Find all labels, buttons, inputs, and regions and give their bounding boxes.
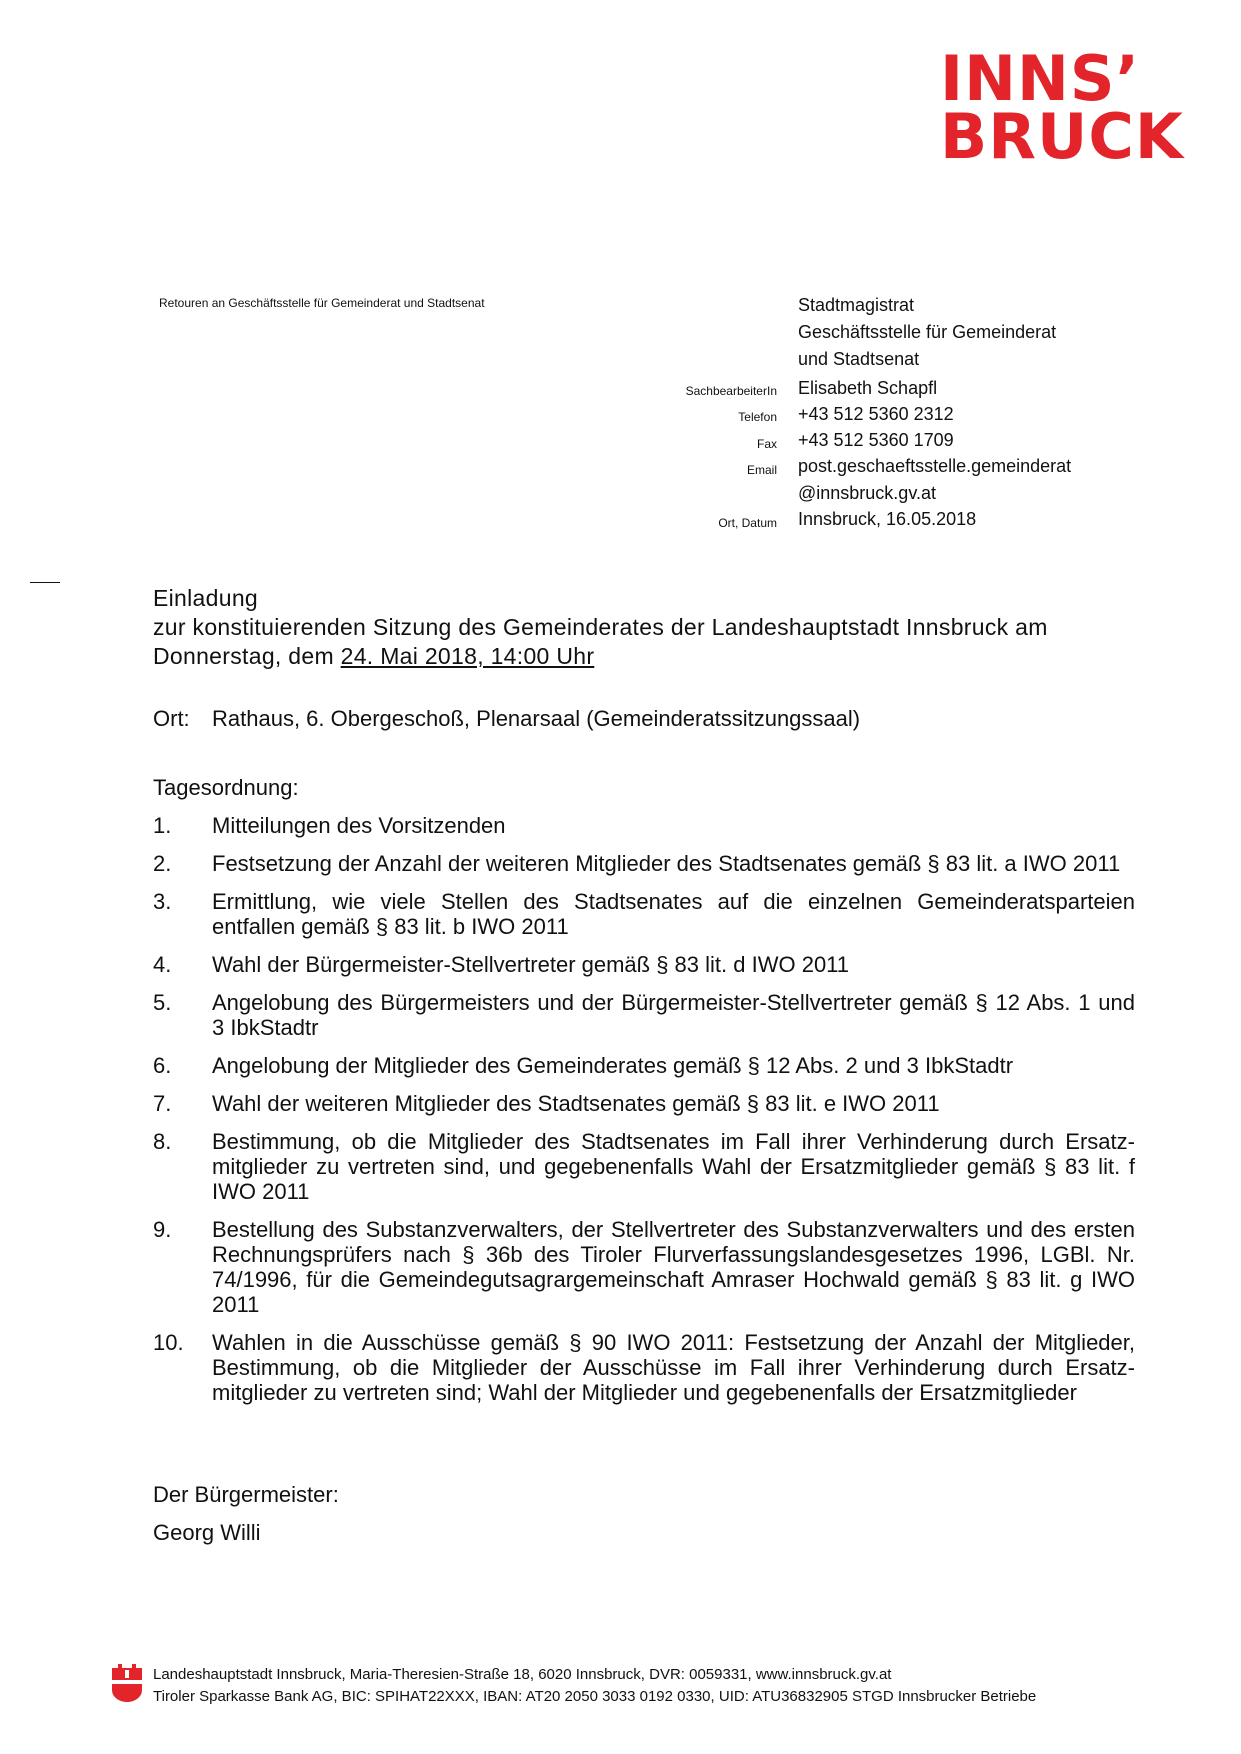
agenda-item-number: 4. [153, 952, 172, 977]
agenda-item-text: Ermittlung, wie viele Stellen des Stadtsenates auf die einzelnen Gemeinderatsparteien entfallen gemäß § 83 lit. b IWO 2011 [212, 889, 1135, 939]
agenda-item-number: 7. [153, 1091, 172, 1116]
agenda-item-text: Bestimmung, ob die Mitglieder des Stadtsenates im Fall ihrer Verhinderung durch Ersatzmitglieder zu vertreten sind, und gegebenenfalls Wahl der Ersatzmitglieder gemäß § 83 lit. f IWO 2011 [212, 1129, 1135, 1204]
agenda-item [153, 1330, 1135, 1405]
agenda-item-number: 10. [153, 1330, 184, 1355]
email-address-line-2[interactable]: @innsbruck.gv.at [798, 483, 936, 503]
agenda-item-text: Wahl der Bürgermeister-Stellvertreter gemäß § 83 lit. d IWO 2011 [212, 952, 850, 977]
agenda-item [153, 952, 1135, 977]
signature-name: Georg Willi [153, 1520, 261, 1545]
title-date-prefix: Donnerstag, dem [153, 643, 341, 669]
footer [153, 1664, 1036, 1708]
fold-mark [30, 582, 60, 583]
signature-role: Der Bürgermeister: [153, 1482, 339, 1507]
agenda-item-number: 2. [153, 851, 172, 876]
agenda-item-number: 3. [153, 889, 172, 914]
sender-line-1: Stadtmagistrat [798, 295, 915, 315]
fax-label: Fax [756, 437, 777, 451]
agenda-item [153, 990, 1135, 1040]
phone-label: Telefon [738, 410, 777, 424]
footer-line-2: Tiroler Sparkasse Bank AG, BIC: SPIHAT22XXX, IBAN: AT20 2050 3033 0192 0330, UID: ATU36832905 STGD Innsbrucker Betriebe [153, 1688, 1037, 1705]
meeting-date: 24. Mai 2018, 14:00 Uhr [340, 643, 595, 669]
sender-line-3: und Stadtsenat [798, 349, 920, 369]
email-address-line-1[interactable]: post.geschaeftsstelle.gemeinderat [798, 456, 1072, 476]
title-line-1: Einladung [153, 585, 259, 611]
sender-block [798, 292, 1056, 373]
agenda-item [153, 1053, 1135, 1078]
clerk-name: Elisabeth Schapfl [798, 378, 938, 398]
phone-number: +43 512 5360 2312 [798, 404, 954, 424]
date-label: Ort, Datum [718, 516, 777, 530]
return-address: Retouren an Geschäftsstelle für Gemeinderat und Stadtsenat [159, 296, 485, 310]
footer-line-1: Landeshauptstadt Innsbruck, Maria-Theresien-Straße 18, 6020 Innsbruck, DVR: 0059331, www.innsbruck.gv.at [153, 1666, 892, 1683]
agenda-item-number: 9. [153, 1217, 172, 1242]
place-date: Innsbruck, 16.05.2018 [798, 509, 977, 529]
agenda-item-text: Wahl der weiteren Mitglieder des Stadtsenates gemäß § 83 lit. e IWO 2011 [212, 1091, 940, 1116]
agenda-item-number: 8. [153, 1129, 172, 1154]
email-label: Email [746, 463, 777, 477]
invitation-title [153, 584, 1133, 671]
logo-line-1: INNS’ [940, 42, 1141, 115]
agenda-item [153, 1091, 1135, 1116]
agenda-item [153, 1129, 1135, 1204]
agenda-item-number: 1. [153, 813, 172, 838]
innsbruck-logo [940, 42, 1190, 173]
agenda-item-number: 5. [153, 990, 172, 1015]
agenda-item [153, 851, 1135, 876]
city-coat-of-arms-icon [110, 1664, 144, 1704]
agenda-item-text: Angelobung der Mitglieder des Gemeinderates gemäß § 12 Abs. 2 und 3 IbkStadtr [212, 1053, 1014, 1078]
agenda-item-text: Festsetzung der Anzahl der weiteren Mitglieder des Stadtsenates gemäß § 83 lit. a IWO 2011 [212, 851, 1121, 876]
agenda-item-text: Angelobung des Bürgermeisters und der Bürgermeister-Stellvertreter gemäß § 12 Abs. 1 und 3 IbkStadtr [212, 990, 1135, 1040]
agenda-title: Tagesordnung: [153, 775, 299, 800]
agenda-item [153, 813, 1135, 838]
clerk-label: SachbearbeiterIn [685, 384, 777, 398]
sender-line-2: Geschäftsstelle für Gemeinderat [798, 322, 1057, 342]
fax-number: +43 512 5360 1709 [798, 430, 954, 450]
logo-line-2: BRUCK [940, 100, 1184, 173]
location-label: Ort: [153, 706, 190, 731]
meeting-location [153, 706, 860, 732]
agenda-list [153, 813, 1135, 1418]
signature-block [153, 1476, 339, 1552]
agenda-item [153, 889, 1135, 939]
agenda-item-text: Bestellung des Substanzverwalters, der Stellvertreter des Substanzverwalters und des ersten Rechnungsprüfers nach § 36b des Tiroler Flurverfassungslandesgesetzes 1996, LGBl. Nr. 74/1996, für die Gemeindegutsagrargemeinschaft Amraser Hochwald gemäß § 83 lit. g IWO 2011 [212, 1217, 1135, 1317]
agenda-item-text: Mitteilungen des Vorsitzenden [212, 813, 506, 838]
agenda-item-number: 6. [153, 1053, 172, 1078]
title-line-2: zur konstituierenden Sitzung des Gemeinderates der Landeshauptstadt Innsbruck am [153, 614, 1048, 640]
agenda-item-text: Wahlen in die Ausschüsse gemäß § 90 IWO 2011: Festsetzung der Anzahl der Mitglieder, Bestimmung, ob die Mitglieder der Ausschüsse im Fall ihrer Verhinderung durch Ersatzmitglieder zu vertreten sind; Wahl der Mitglieder und gegebenenfalls der Ersatzmitglieder [212, 1330, 1135, 1405]
agenda-item [153, 1217, 1135, 1317]
title-line-3 [153, 642, 1133, 671]
location-value: Rathaus, 6. Obergeschoß, Plenarsaal (Gemeinderatssitzungssaal) [212, 706, 861, 731]
